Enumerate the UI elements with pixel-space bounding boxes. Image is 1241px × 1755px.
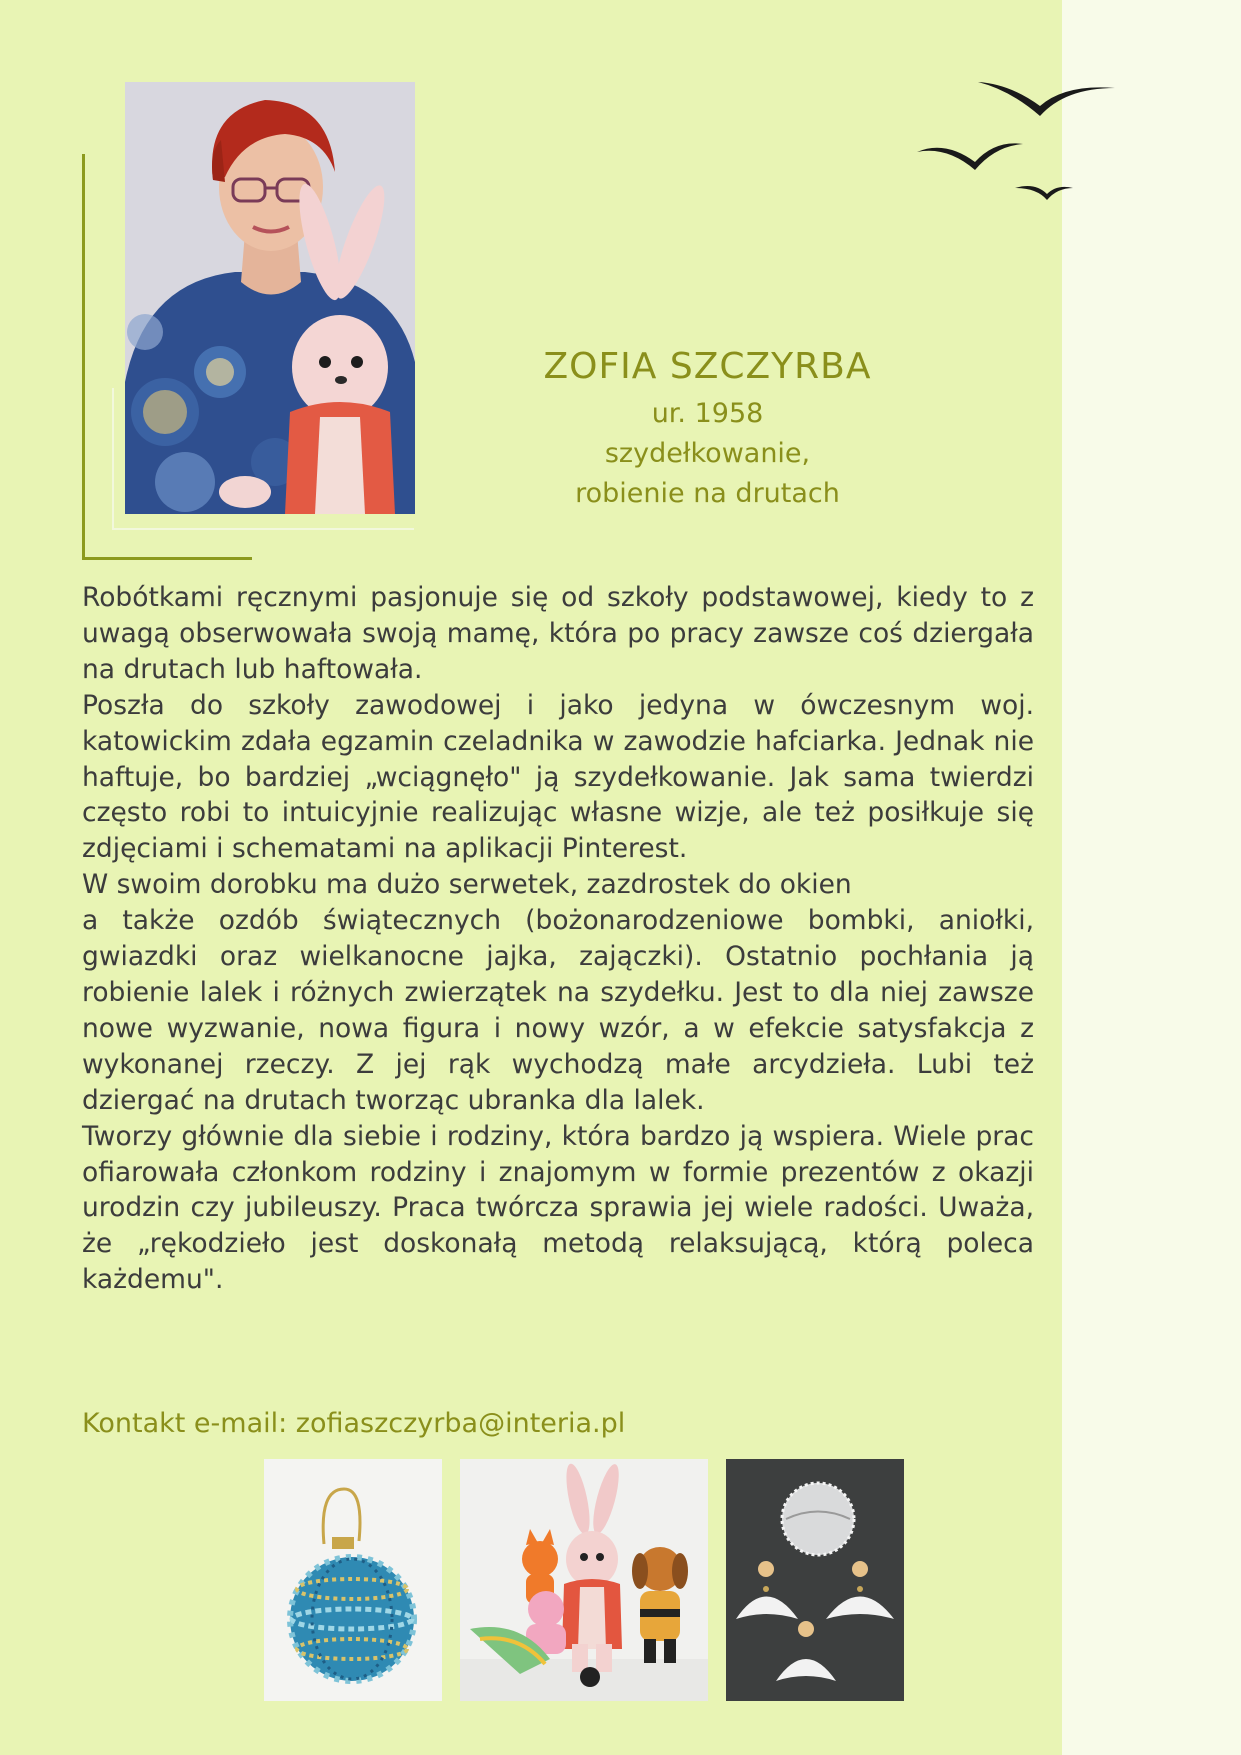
angels-photo — [726, 1459, 904, 1701]
frame-inner-vertical — [112, 388, 114, 530]
bio-paragraph-3a: W swoim dorobku ma dużo serwetek, zazdrostek do okien — [82, 869, 852, 901]
portrait-photo — [125, 82, 415, 514]
bio-paragraph-1: Robótkami ręcznymi pasjonuje się od szkoły podstawowej, kiedy to z uwagą obserwowała swoją mamę, która po pracy zawsze coś dziergała na drutach lub haftowała. — [82, 582, 1034, 685]
frame-line-vertical — [82, 154, 85, 560]
bio-paragraph-2: Poszła do szkoły zawodowej i jako jedyna w ówczesnym woj. katowickim zdała egzamin czeladnika w zawodzie hafciarka. Jednak nie haftuje, bo bardziej „wciągnęło" ją szydełkowanie. Jak sama twierdzi często robi to intuicyjnie realizując własne wizje, ale też posiłkuje się zdjęciami i schematami na aplikacji Pinterest. — [82, 689, 1034, 865]
contact-email[interactable]: Kontakt e-mail: zofiaszczyrba@interia.pl — [82, 1408, 626, 1439]
person-name: ZOFIA SZCZYRBA — [543, 346, 872, 387]
side-strip — [1062, 0, 1241, 1755]
bio-paragraph-4: Tworzy głównie dla siebie i rodziny, która bardzo ją wspiera. Wiele prac ofiarowała członkom rodziny i znajomym w formie prezentów z okazji urodzin czy jubileuszy. Praca twórcza sprawia jej wiele radości. Uważa, że „rękodzieło jest doskonałą metodą relaksującą, którą poleca każdemu". — [82, 1120, 1034, 1296]
birth-year: ur. 1958 — [651, 398, 764, 429]
profile-header — [450, 340, 965, 514]
frame-inner-horizontal — [112, 528, 414, 530]
bauble-photo — [264, 1459, 442, 1701]
toys-photo — [460, 1459, 708, 1701]
frame-line-horizontal — [82, 557, 252, 560]
bio-paragraph-3b: a także ozdób świątecznych (bożonarodzeniowe bombki, aniołki, gwiazdki oraz wielkanocne jajka, zajączki). Ostatnio pochłania ją robienie lalek i różnych zwierzątek na szydełku. Jest to dla niej zawsze nowe wyzwanie, nowa figura i nowy wzór, a w efekcie satysfakcja z wykonanej rzeczy. Z jej rąk wychodzą małe arcydzieła. Lubi też dziergać na drutach tworząc ubranka dla lalek. — [82, 905, 1034, 1116]
birds-decoration — [915, 70, 1125, 210]
craft-line-2: robienie na drutach — [575, 478, 840, 509]
biography — [82, 580, 1034, 1298]
craft-line-1: szydełkowanie, — [604, 438, 811, 469]
